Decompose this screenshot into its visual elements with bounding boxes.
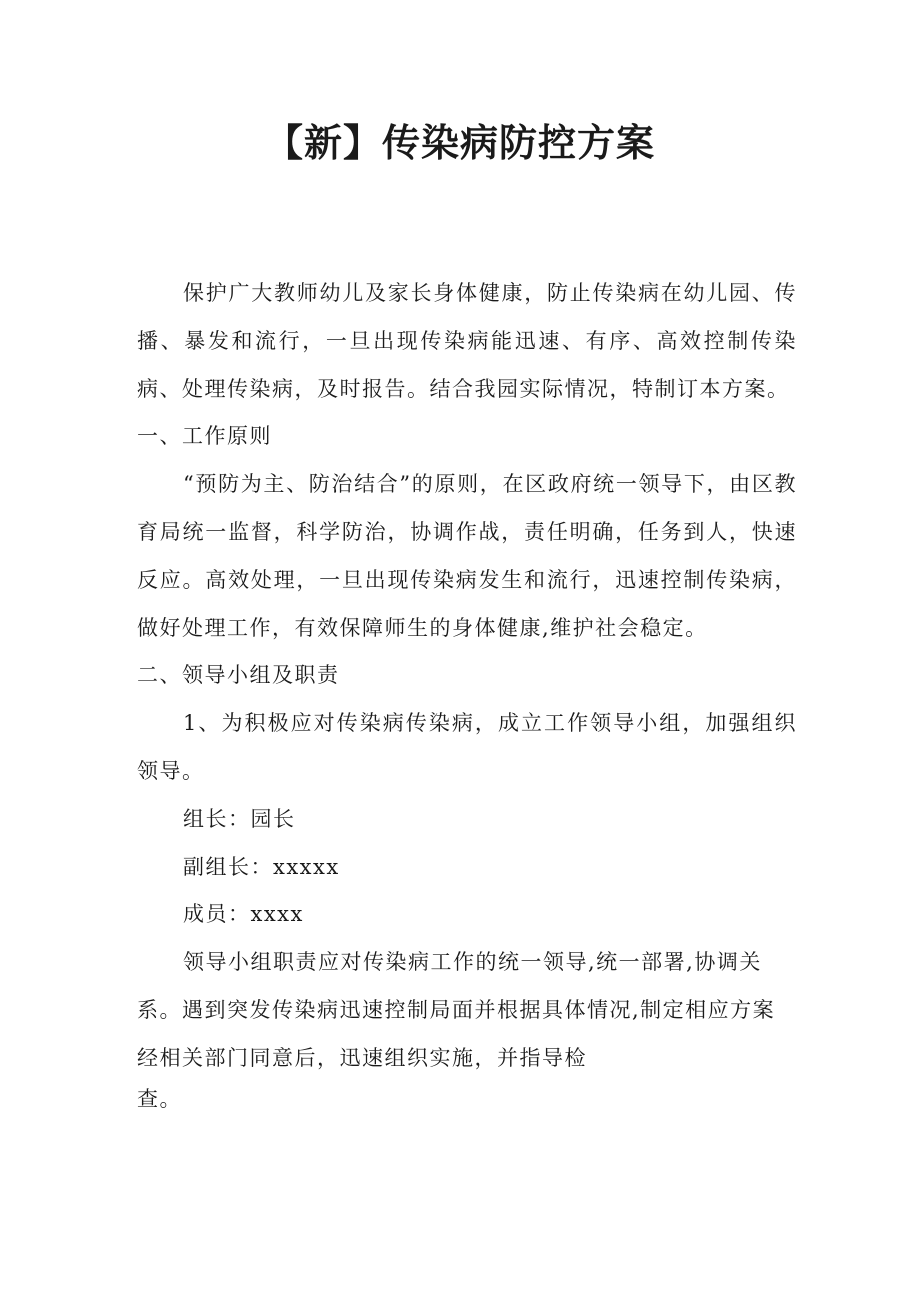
section-heading-leadership: 二、领导小组及职责 (137, 663, 340, 688)
leadership-item-1: 1、为积极应对传染病传染病，成立工作领导小组，加强组织领导。 (137, 711, 797, 783)
section-heading-principles: 一、工作原则 (137, 424, 272, 449)
deputy-leader-line: 副组长：xxxxx (183, 854, 340, 879)
leader-line: 组长：园长 (183, 806, 296, 831)
duty-line: 查。 (137, 1086, 182, 1111)
document-body (137, 270, 797, 1115)
duty-line: 领导小组职责应对传染病工作的统一领导,统一部署,协调关 (183, 950, 762, 975)
members-line: 成员：xxxx (183, 902, 304, 927)
duty-paragraph (137, 939, 797, 1114)
intro-paragraph: 保护广大教师幼儿及家长身体健康，防止传染病在幼儿园、传播、暴发和流行，一旦出现传染病能迅速、有序、高效控制传染病、处理传染病，及时报告。结合我园实际情况，特制订本方案。 (137, 281, 797, 401)
principles-paragraph: “预防为主、防治结合”的原则，在区政府统一领导下，由区教育局统一监督，科学防治，协调作战，责任明确，任务到人，快速反应。高效处理，一旦出现传染病发生和流行，迅速控制传染病，做好处理工作，有效保障师生的身体健康,维护社会稳定。 (137, 472, 797, 640)
document-title: 【新】传染病防控方案 (264, 121, 655, 165)
duty-line: 系。遇到突发传染病迅速控制局面并根据具体情况,制定相应方案 (137, 997, 776, 1022)
duty-line: 经相关部门同意后，迅速组织实施，并指导检 (137, 1045, 587, 1070)
